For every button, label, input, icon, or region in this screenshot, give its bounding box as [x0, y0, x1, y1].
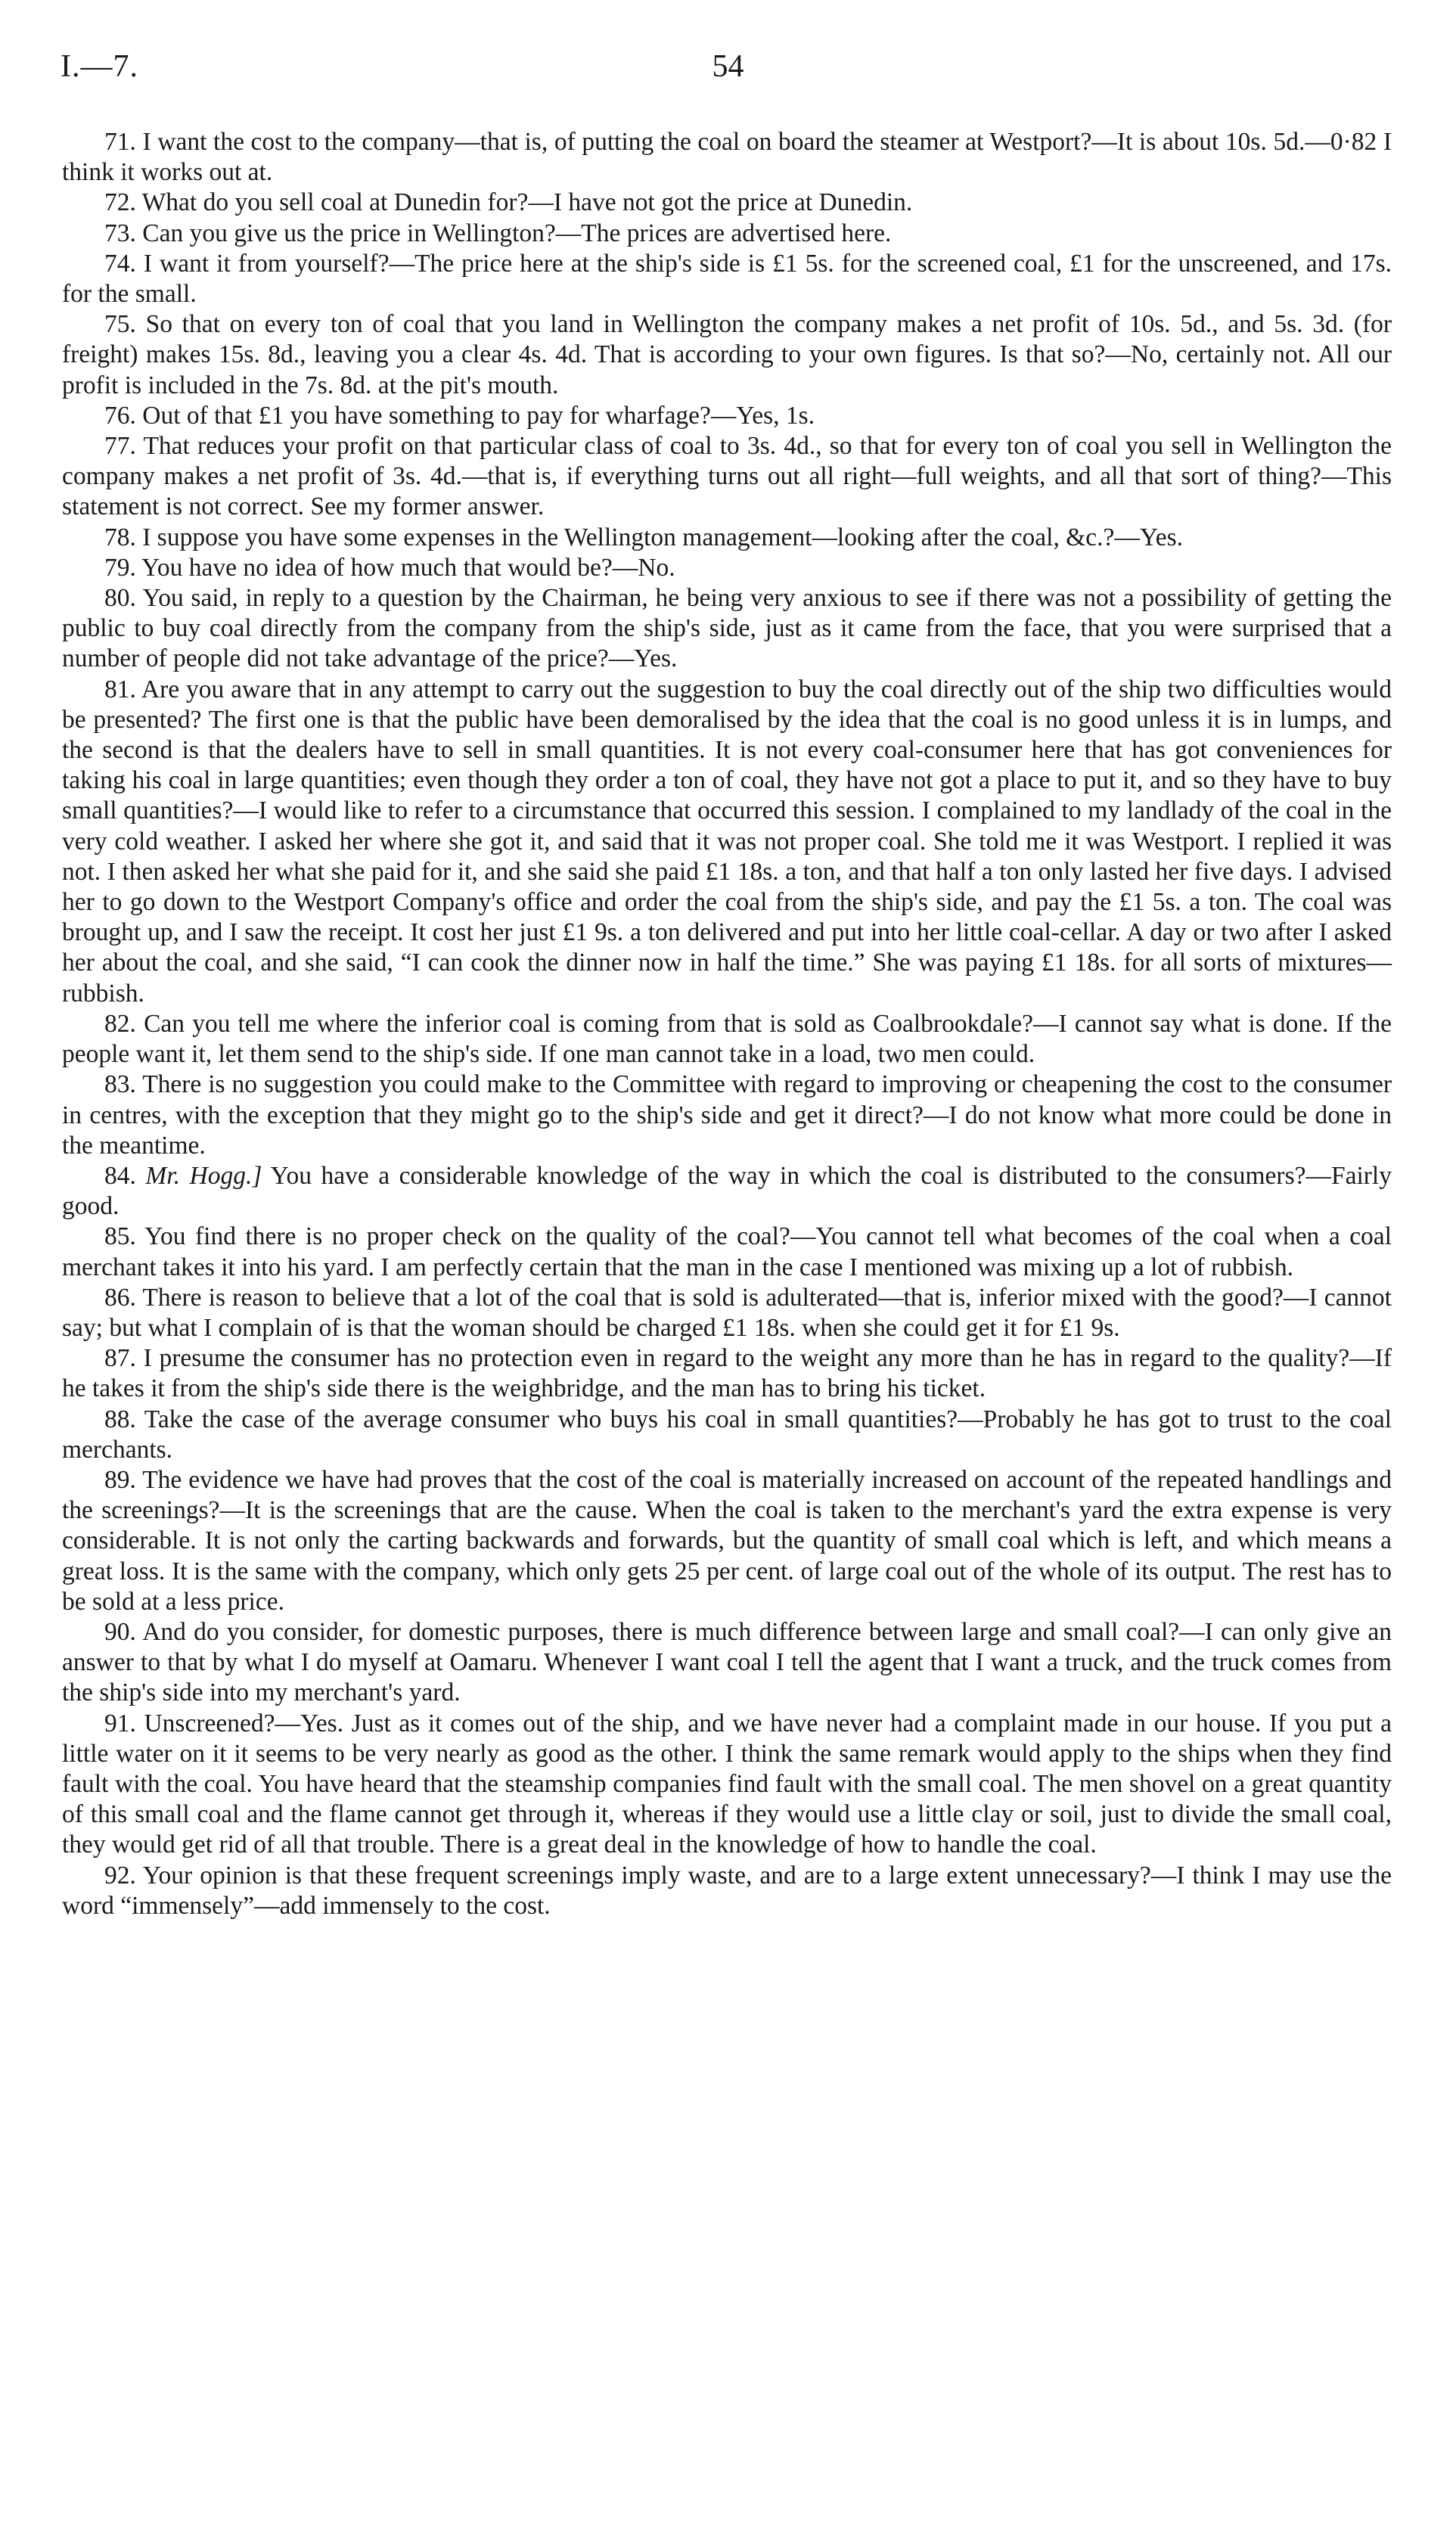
- question-answer-paragraph: [62, 523, 1392, 553]
- paragraph-number: 72.: [104, 188, 136, 217]
- paragraph-text: I want the cost to the company—that is, of putting the coal on board the steamer at Westport?—It is about 10s. 5d.—0·82 I think it works out at.: [62, 128, 1392, 187]
- paragraph-number: 74.: [104, 249, 136, 278]
- question-answer-paragraph: [62, 431, 1392, 523]
- question-answer-paragraph: [62, 1343, 1392, 1404]
- paragraph-number: 78.: [104, 523, 136, 551]
- paragraph-text: The evidence we have had proves that the cost of the coal is materially increased on account of the repeated handlings and the screenings?—It is the screenings that are the cause. When the coal is taken to the merchant's yard the extra expense is very considerable. It is not only the carting backwards and forwards, but the quantity of small coal which is left, and which means a great loss. It is the same with the company, which only gets 25 per cent. of large coal out of the whole of its output. The rest has to be sold at a less price.: [62, 1465, 1392, 1616]
- paragraph-number: 84.: [104, 1161, 136, 1190]
- question-answer-paragraph: [62, 675, 1392, 1009]
- paragraph-number: 75.: [104, 310, 136, 339]
- paragraph-text: And do you consider, for domestic purposes, there is much difference between large and small coal?—I can only give an answer to that by what I do myself at Oamaru. Whenever I want coal I tell the agent that I want a truck, and the truck comes from the ship's side into my merchant's yard.: [62, 1617, 1392, 1707]
- paragraph-text: You have a considerable knowledge of the way in which the coal is distributed to the consumers?—Fairly good.: [62, 1161, 1392, 1221]
- paragraph-number: 79.: [104, 553, 136, 582]
- paragraph-text: So that on every ton of coal that you land in Wellington the company makes a net profit of 10s. 5d., and 5s. 3d. (for freight) makes 15s. 8d., leaving you a clear 4s. 4d. That is according to your own figures. Is that so?—No, certainly not. All our profit is included in the 7s. 8d. at the pit's mouth.: [62, 310, 1392, 399]
- question-answer-paragraph: [62, 1861, 1392, 1921]
- evidence-text: [62, 127, 1392, 1921]
- paragraph-text: Can you give us the price in Wellington?—The prices are advertised here.: [142, 219, 892, 247]
- question-answer-paragraph: [62, 249, 1392, 309]
- paragraph-text: There is reason to believe that a lot of the coal that is sold is adulterated—that is, inferior mixed with the good?—I cannot say; but what I complain of is that the woman should be charged £1 18s. when she could get it for £1 9s.: [62, 1283, 1392, 1342]
- paragraph-number: 71.: [104, 128, 136, 156]
- question-answer-paragraph: [62, 127, 1392, 188]
- paragraph-number: 89.: [104, 1465, 136, 1494]
- paragraph-text: Can you tell me where the inferior coal is coming from that is sold as Coalbrookdale?—I cannot say what is done. If the people want it, let them send to the ship's side. If one man cannot take in a load, two men could.: [62, 1009, 1392, 1069]
- paragraph-text: I presume the consumer has no protection even in regard to the weight any more than he has in regard to the quality?—If he takes it from the ship's side there is the weighbridge, and the man has to bring his ticket.: [62, 1344, 1392, 1403]
- paragraph-text: Unscreened?—Yes. Just as it comes out of the ship, and we have never had a complaint made in our house. If you put a little water on it it seems to be very nearly as good as the other. I think the same remark would apply to the ships when they find fault with the coal. You have heard that the steamship companies find fault with the small coal. The men shovel on a great quantity of this small coal and the flame cannot get through it, whereas if they would use a little clay or soil, just to divide the small coal, they would get rid of all that trouble. There is a great deal in the knowledge of how to handle the coal.: [62, 1709, 1392, 1859]
- paragraph-text: I suppose you have some expenses in the Wellington management—looking after the coal, &c.?—Yes.: [142, 523, 1184, 551]
- paragraph-number: 90.: [104, 1617, 136, 1646]
- paragraph-number: 88.: [104, 1405, 136, 1433]
- question-answer-paragraph: [62, 309, 1392, 401]
- question-answer-paragraph: [62, 1222, 1392, 1282]
- page-reference: I.—7.: [61, 49, 138, 84]
- question-answer-paragraph: [62, 401, 1392, 431]
- paragraph-text: You find there is no proper check on the quality of the coal?—You cannot tell what becomes of the coal when a coal merchant takes it into his yard. I am perfectly certain that the man in the case I mentioned was mixing up a lot of rubbish.: [62, 1222, 1392, 1281]
- question-answer-paragraph: [62, 1070, 1392, 1161]
- paragraph-text: There is no suggestion you could make to the Committee with regard to improving or cheapening the cost to the consumer in centres, with the exception that they might go to the ship's side and get it direct?—I do not know what more could be done in the meantime.: [62, 1070, 1392, 1160]
- paragraph-number: 85.: [104, 1222, 136, 1251]
- question-answer-paragraph: [62, 1161, 1392, 1222]
- question-answer-paragraph: [62, 1617, 1392, 1709]
- paragraph-number: 76.: [104, 401, 136, 430]
- question-answer-paragraph: [62, 583, 1392, 675]
- paragraph-text: That reduces your profit on that particular class of coal to 3s. 4d., so that for every ton of coal you sell in Wellington the company makes a net profit of 3s. 4d.—that is, if everything turns out all right—full weights, and all that sort of thing?—This statement is not correct. See my former answer.: [62, 432, 1392, 521]
- paragraph-text: You said, in reply to a question by the Chairman, he being very anxious to see if there was not a possibility of getting the public to buy coal directly from the company from the ship's side, just as it came from the face, that you were surprised that a number of people did not take advantage of the price?—Yes.: [62, 584, 1392, 673]
- question-answer-paragraph: [62, 1009, 1392, 1070]
- paragraph-number: 77.: [104, 432, 136, 461]
- paragraph-text: Out of that £1 you have something to pay for wharfage?—Yes, 1s.: [142, 401, 815, 430]
- question-answer-paragraph: [62, 1709, 1392, 1861]
- paragraph-number: 92.: [104, 1861, 136, 1890]
- paragraph-text: Are you aware that in any attempt to carry out the suggestion to buy the coal directly out of the ship two difficulties would be presented? The first one is that the public have been demoralised by the idea that the coal is no good unless it is in lumps, and the second is that the dealers have to sell in small quantities. It is not every coal-consumer here that has got conveniences for taking his coal in large quantities; even though they order a ton of coal, they have not got a place to put it, and so they have to buy small quantities?—I would like to refer to a circumstance that occurred this session. I complained to my landlady of the coal in the very cold weather. I asked her where she got it, and said that it was not proper coal. She told me it was Westport. I replied it was not. I then asked her what she paid for it, and she said she paid £1 18s. a ton, and that half a ton only lasted her five days. I advised her to go down to the Westport Company's office and order the coal from the ship's side, and pay the £1 5s. a ton. The coal was brought up, and I saw the receipt. It cost her just £1 9s. a ton delivered and put into her little coal-cellar. A day or two after I asked her about the coal, and she said, “I can cook the dinner now in half the time.” She was paying £1 18s. for all sorts of mixtures—rubbish.: [62, 675, 1392, 1008]
- question-answer-paragraph: [62, 188, 1392, 218]
- paragraph-text: Your opinion is that these frequent screenings imply waste, and are to a large extent unnecessary?—I think I may use the word “immensely”—add immensely to the cost.: [62, 1861, 1392, 1920]
- question-answer-paragraph: [62, 553, 1392, 583]
- paragraph-number: 83.: [104, 1070, 136, 1099]
- question-answer-paragraph: [62, 1283, 1392, 1343]
- paragraph-text: I want it from yourself?—The price here at the ship's side is £1 5s. for the screened coal, £1 for the unscreened, and 17s. for the small.: [62, 249, 1392, 309]
- page-header: [61, 48, 1395, 94]
- question-answer-paragraph: [62, 1405, 1392, 1465]
- paragraph-number: 91.: [104, 1709, 136, 1737]
- paragraph-text: What do you sell coal at Dunedin for?—I have not got the price at Dunedin.: [141, 188, 913, 217]
- paragraph-number: 86.: [104, 1283, 136, 1312]
- question-answer-paragraph: [62, 219, 1392, 249]
- page-number: 54: [712, 49, 744, 84]
- paragraph-number: 81.: [104, 675, 136, 703]
- question-answer-paragraph: [62, 1465, 1392, 1617]
- paragraph-number: 73.: [104, 219, 136, 247]
- paragraph-number: 87.: [104, 1344, 136, 1373]
- paragraph-number: 80.: [104, 584, 136, 613]
- speaker-name: Mr. Hogg.]: [145, 1161, 262, 1190]
- paragraph-text: You have no idea of how much that would be?—No.: [141, 553, 675, 582]
- paragraph-number: 82.: [104, 1009, 136, 1038]
- paragraph-text: Take the case of the average consumer who buys his coal in small quantities?—Probably he has got to trust to the coal merchants.: [62, 1405, 1392, 1464]
